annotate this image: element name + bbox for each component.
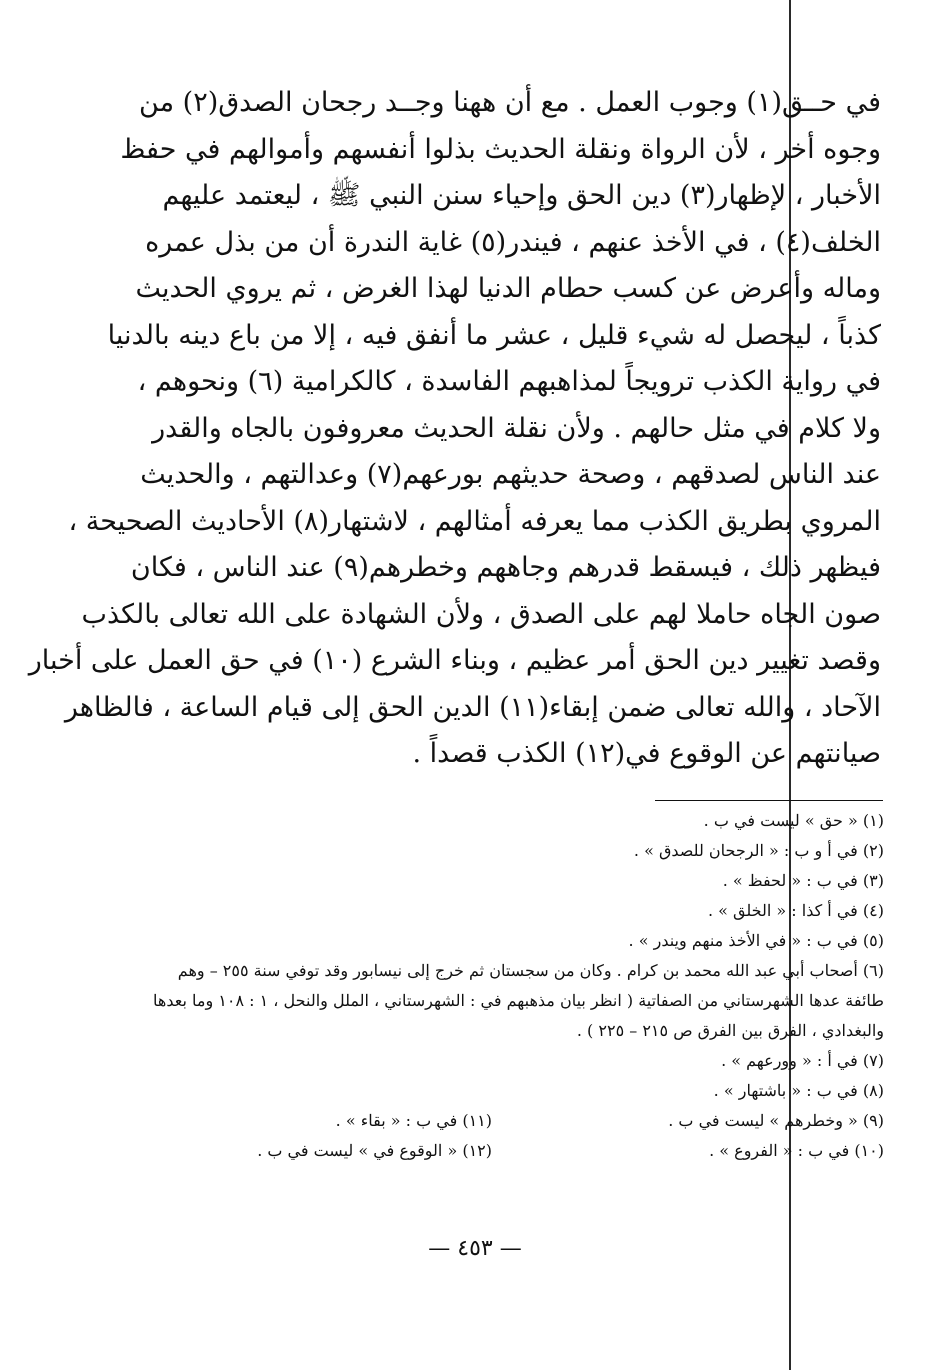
footnote-6-continued: طائفة عدها الشهرستاني من الصفاتية ( انظر بيان مذهبهم في : الشهرستاني ، الملل والنحل ، ١ : ١٠٨ وما بعدها: [153, 991, 884, 1010]
body-line: وجوه أخر ، لأن الرواة ونقلة الحديث بذلوا أنفسهم وأموالهم في حفظ: [120, 133, 881, 165]
footnote-8: (٨) في ب : « باشتهار » .: [713, 1081, 884, 1100]
footnote-1: (١) « حق » ليست في ب .: [703, 811, 884, 830]
footnote-7: (٧) في أ : « وورعهم » .: [721, 1051, 884, 1070]
footnote-2: (٢) في أ و ب : « الرجحان للصدق » .: [633, 841, 884, 860]
page-number: — ٤٥٣ —: [428, 1236, 522, 1261]
footnote-row: [100, 1136, 884, 1166]
body-line: فيظهر ذلك ، فيسقط قدرهم وجاههم وخطرهم(٩) عند الناس ، فكان: [130, 552, 881, 583]
body-line: الأخبار ، لإظهار(٣) دين الحق وإحياء سنن النبي ﷺ ، ليعتمد عليهم: [162, 180, 881, 211]
footnote-10: (١٠) في ب : « الفروع » .: [709, 1141, 884, 1160]
footnote-5: (٥) في ب : « في الأخذ منهم ويندر » .: [628, 931, 884, 950]
body-line: صون الجاه حاملا لهم على الصدق ، ولأن الشهادة على الله تعالى بالكذب: [81, 598, 881, 630]
body-line: وقصد تغيير دين الحق أمر عظيم ، وبناء الشرع (١٠) في حق العمل على أخبار: [28, 645, 881, 676]
body-line: ولا كلام في مثل حالهم . ولأن نقلة الحديث معروفون بالجاه والقدر: [152, 412, 881, 444]
main-text-block: [28, 80, 881, 778]
footnote-separator: [655, 800, 883, 801]
body-line: الآحاد ، والله تعالى ضمن إبقاء(١١) الدين الحق إلى قيام الساعة ، فالظاهر: [64, 691, 881, 723]
footnote-6-continued: والبغدادي ، الفرق بين الفرق ص ٢١٥ – ٢٢٥ ) .: [576, 1021, 884, 1040]
body-line: في حــق(١) وجوب العمل . مع أن ههنا وجــد رجحان الصدق(٢) من: [139, 87, 881, 118]
footnote-11: (١١) في ب : « بقاء » .: [335, 1111, 492, 1130]
footnote-6: (٦) أصحاب أبي عبد الله محمد بن كرام . وكان من سجستان ثم خرج إلى نيسابور وقد توفي سنة ٢٥٥ – وهم: [177, 961, 884, 980]
footnote-3: (٣) في ب : « لحفظ » .: [722, 871, 884, 890]
body-line: المروي بطريق الكذب مما يعرفه أمثالهم ، لاشتهار(٨) الأحاديث الصحيحة ،: [68, 505, 881, 537]
body-line: صيانتهم عن الوقوع في(١٢) الكذب قصداً .: [412, 738, 881, 769]
body-line: وماله وأعرض عن كسب حطام الدنيا لهذا الغرض ، ثم يروي الحديث: [135, 273, 881, 304]
footnote-row: [100, 1106, 884, 1136]
body-line: الخلف(٤) ، في الأخذ عنهم ، فيندر(٥) غاية الندرة أن من بذل عمره: [145, 226, 881, 258]
body-line: كذباً ، ليحصل له شيء قليل ، عشر ما أنفق فيه ، إلا من باع دينه بالدنيا: [107, 319, 881, 351]
body-line: في رواية الكذب ترويجاً لمذاهبهم الفاسدة ، كالكرامية (٦) ونحوهم ،: [137, 366, 881, 397]
footnotes-block: [100, 806, 884, 1166]
footnote-9: (٩) « وخطرهم » ليست في ب .: [668, 1111, 884, 1130]
body-line: عند الناس لصدقهم ، وصحة حديثهم بورعهم(٧) وعدالتهم ، والحديث: [140, 459, 881, 490]
footnote-4: (٤) في أ كذا : « الخلق » .: [707, 901, 884, 920]
footnote-12: (١٢) « الوقوع في » ليست في ب .: [257, 1141, 492, 1160]
